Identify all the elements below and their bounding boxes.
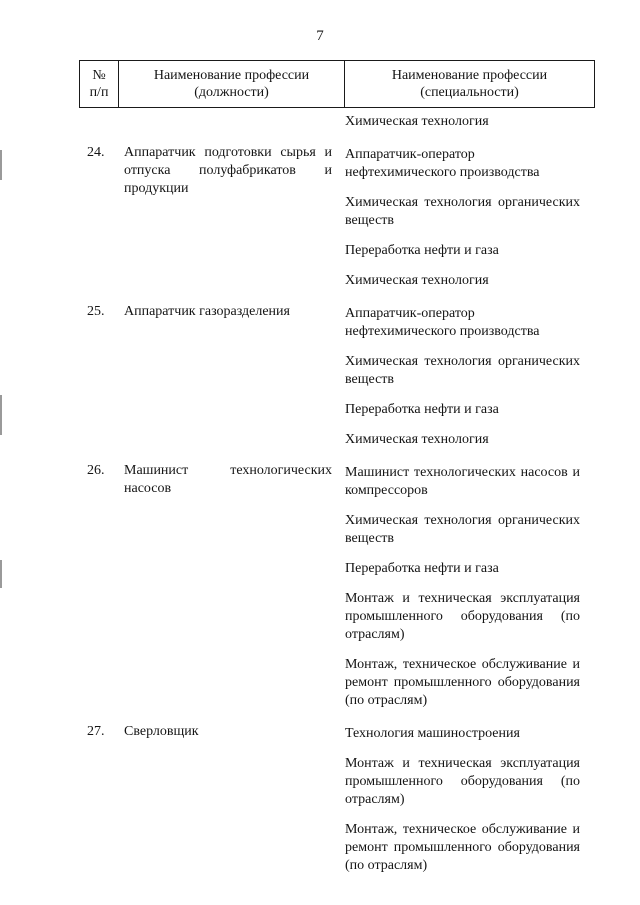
specialty-list — [345, 144, 580, 303]
specialty-item: Переработка нефти и газа — [345, 561, 499, 576]
specialty-item: Химическая технология — [345, 432, 489, 447]
table-row — [0, 144, 640, 303]
specialty-item: Монтаж, техническое обслуживание и ремонт промышленного оборудования (по отраслям) — [345, 822, 580, 873]
page-number: 7 — [316, 28, 324, 44]
header-number-label: № п/п — [89, 68, 109, 100]
header-position-label: Наименование профессии (должности) — [153, 68, 310, 100]
table-row — [0, 723, 640, 888]
row-number: 25. — [87, 304, 105, 319]
specialty-item: Монтаж и техническая эксплуатация промышленного оборудования (по отраслям) — [345, 756, 580, 807]
table-row — [0, 303, 640, 462]
specialty-item: Химическая технология — [345, 114, 489, 129]
specialty-list — [345, 111, 580, 144]
specialty-item: Аппаратчик-оператор нефтехимического производства — [345, 147, 540, 180]
specialty-list — [345, 462, 580, 723]
specialty-list — [345, 723, 580, 888]
header-number-column — [80, 61, 118, 107]
position-name: Аппаратчик газоразделения — [124, 304, 290, 319]
position-name: Аппаратчик подготовки сырья и отпуска полуфабрикатов и продукции — [124, 145, 332, 196]
specialty-list — [345, 303, 580, 462]
position-name: Сверловщик — [124, 724, 199, 739]
specialty-item: Монтаж, техническое обслуживание и ремонт промышленного оборудования (по отраслям) — [345, 657, 580, 708]
header-specialty-column — [344, 61, 594, 107]
table-body — [0, 111, 640, 888]
specialty-item: Химическая технология — [345, 273, 489, 288]
header-specialty-label: Наименование профессии (специальности) — [391, 68, 548, 100]
specialty-item: Химическая технология органических веществ — [345, 354, 580, 387]
continuation-row — [0, 111, 640, 144]
row-number: 27. — [87, 724, 105, 739]
position-name: Машинист технологических насосов — [124, 463, 332, 496]
row-number: 26. — [87, 463, 105, 478]
specialty-item: Машинист технологических насосов и компрессоров — [345, 465, 580, 498]
specialty-item: Технология машиностроения — [345, 726, 520, 741]
table-header — [79, 60, 595, 108]
specialty-item: Переработка нефти и газа — [345, 402, 499, 417]
table-row — [0, 462, 640, 723]
specialty-item: Аппаратчик-оператор нефтехимического производства — [345, 306, 540, 339]
specialty-item: Переработка нефти и газа — [345, 243, 499, 258]
row-number: 24. — [87, 145, 105, 160]
specialty-item: Монтаж и техническая эксплуатация промышленного оборудования (по отраслям) — [345, 591, 580, 642]
specialty-item: Химическая технология органических веществ — [345, 195, 580, 228]
specialty-item: Химическая технология органических веществ — [345, 513, 580, 546]
header-position-column — [118, 61, 344, 107]
